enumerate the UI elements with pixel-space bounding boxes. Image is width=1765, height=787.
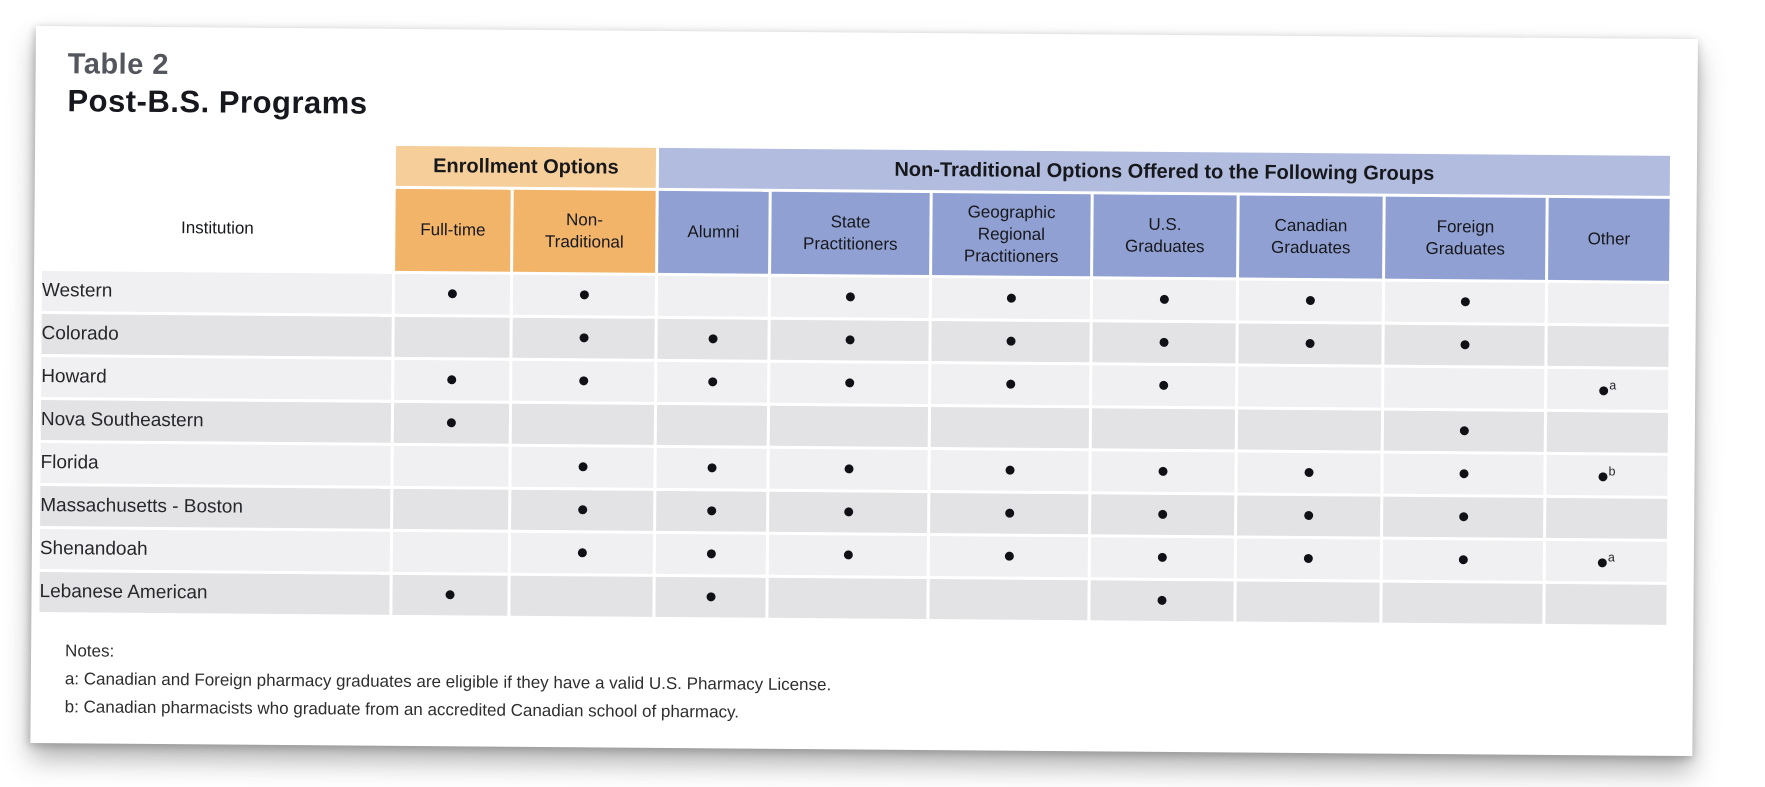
institution-cell: Howard — [41, 357, 391, 400]
option-cell — [931, 321, 1089, 362]
option-cell — [1091, 537, 1234, 578]
bullet-dot — [844, 508, 853, 517]
bullet-dot — [708, 378, 717, 387]
option-cell — [1092, 408, 1235, 449]
note-b: b: Canadian pharmacists who graduate from an accredited Canadian school of pharmacy. — [64, 697, 740, 722]
column-header-us-graduates: U.S. Graduates — [1093, 194, 1237, 277]
option-cell — [932, 278, 1090, 319]
bullet-dot — [1598, 473, 1607, 482]
option-cell — [1383, 497, 1543, 538]
group-header-enrollment-options: Enrollment Options — [396, 146, 656, 188]
option-cell — [512, 318, 654, 359]
bullet-dot — [447, 419, 456, 428]
option-cell — [656, 448, 766, 489]
option-cell — [1091, 494, 1234, 535]
option-cell — [1548, 283, 1669, 324]
column-header-canadian-graduates: Canadian Graduates — [1239, 195, 1383, 278]
bullet-dot — [1460, 340, 1469, 349]
column-header-full-time: Full-time — [395, 189, 511, 272]
option-cell — [510, 576, 652, 617]
option-cell — [655, 577, 765, 618]
bullet-dot — [707, 507, 716, 516]
bullet-dot — [1304, 554, 1313, 563]
bullet-dot — [1006, 294, 1015, 303]
option-cell — [930, 450, 1088, 491]
group-header-spacer — [43, 143, 393, 186]
bullet-dot — [845, 293, 854, 302]
bullet-dot — [1160, 295, 1169, 304]
bullet-dot — [706, 593, 715, 602]
bullet-dot — [1159, 381, 1168, 390]
option-cell — [392, 575, 507, 616]
bullet-dot — [447, 376, 456, 385]
institution-cell: Western — [42, 271, 392, 314]
option-cell — [1239, 280, 1382, 321]
option-cell — [511, 533, 653, 574]
institution-cell: Massachusetts - Boston — [40, 486, 390, 529]
option-cell — [1382, 583, 1542, 624]
option-cell — [657, 405, 767, 446]
option-cell — [1236, 581, 1379, 622]
option-cell — [657, 362, 767, 403]
bullet-dot — [706, 550, 715, 559]
option-cell — [769, 492, 927, 533]
option-cell — [770, 363, 928, 404]
post-bs-programs-table — [36, 140, 1673, 628]
bullet-dot — [1304, 468, 1313, 477]
notes-block — [65, 637, 1694, 734]
option-cell — [1546, 498, 1667, 539]
option-cell — [656, 534, 766, 575]
option-cell — [395, 274, 510, 315]
option-cell — [1092, 322, 1235, 363]
bullet-dot — [708, 335, 717, 344]
bullet-dot — [844, 465, 853, 474]
column-header-row — [42, 186, 1670, 281]
option-cell — [1384, 411, 1544, 452]
option-cell — [393, 446, 508, 487]
bullet-dot — [1005, 509, 1014, 518]
option-cell — [1384, 368, 1544, 409]
option-cell — [931, 407, 1089, 448]
option-cell — [512, 404, 654, 445]
institution-cell: Shenandoah — [40, 529, 390, 572]
option-cell — [930, 493, 1088, 534]
option-cell — [1546, 455, 1667, 496]
bullet-dot — [1160, 338, 1169, 347]
option-cell — [1545, 584, 1666, 625]
option-cell — [1547, 412, 1668, 453]
option-cell — [770, 320, 928, 361]
bullet-dot — [1157, 596, 1166, 605]
option-cell — [511, 447, 653, 488]
bullet-dot — [448, 290, 457, 299]
option-cell — [658, 276, 768, 317]
option-cell — [1092, 365, 1235, 406]
option-cell — [1546, 541, 1667, 582]
bullet-dot — [1459, 512, 1468, 521]
bullet-dot — [707, 464, 716, 473]
note-superscript: a — [1609, 378, 1617, 393]
option-cell — [1238, 409, 1381, 450]
bullet-dot — [446, 590, 455, 599]
bullet-dot — [845, 336, 854, 345]
institution-cell: Florida — [40, 443, 390, 486]
bullet-dot — [1158, 553, 1167, 562]
bullet-dot — [1306, 339, 1315, 348]
column-header-state-practitioners: State Practitioners — [771, 192, 930, 275]
option-cell — [656, 491, 766, 532]
option-cell — [1384, 325, 1544, 366]
option-cell — [394, 403, 509, 444]
option-cell — [1093, 279, 1236, 320]
column-header-institution: Institution — [42, 186, 393, 271]
bullet-dot — [579, 334, 588, 343]
bullet-dot — [1460, 297, 1469, 306]
option-cell — [929, 579, 1087, 620]
note-superscript: b — [1608, 464, 1616, 479]
bullet-dot — [1158, 467, 1167, 476]
bullet-dot — [1458, 555, 1467, 564]
title-block — [67, 46, 1698, 133]
bullet-dot — [1459, 426, 1468, 435]
option-cell — [1237, 495, 1380, 536]
bullet-dot — [1004, 552, 1013, 561]
note-superscript: a — [1607, 550, 1615, 565]
column-header-alumni: Alumni — [658, 191, 769, 274]
bullet-dot — [578, 463, 587, 472]
table-number: Table 2 — [67, 48, 170, 82]
column-header-geographic-regional-practitioners: Geographic Regional Practitioners — [932, 193, 1091, 276]
option-cell — [1547, 369, 1668, 410]
option-cell — [930, 536, 1088, 577]
option-cell — [511, 490, 653, 531]
table-row — [39, 572, 1666, 625]
option-cell — [1091, 451, 1234, 492]
institution-cell: Lebanese American — [39, 572, 389, 615]
group-header-nontraditional-options: Non-Traditional Options Offered to the Following Groups — [659, 148, 1670, 196]
bullet-dot — [578, 506, 587, 515]
institution-cell: Colorado — [41, 314, 391, 357]
table-title: Post-B.S. Programs — [67, 83, 368, 121]
option-cell — [1383, 540, 1543, 581]
option-cell — [1547, 326, 1668, 367]
option-cell — [1238, 323, 1381, 364]
bullet-dot — [1599, 387, 1608, 396]
bullet-dot — [579, 291, 588, 300]
note-a: a: Canadian and Foreign pharmacy graduates are eligible if they have a valid U.S. Pharmacy License. — [64, 669, 832, 695]
option-cell — [394, 317, 509, 358]
bullet-dot — [1459, 469, 1468, 478]
notes-heading: Notes: — [65, 641, 115, 661]
bullet-dot — [1158, 510, 1167, 519]
option-cell — [1385, 282, 1545, 323]
bullet-dot — [1006, 337, 1015, 346]
option-cell — [1090, 580, 1233, 621]
option-cell — [1238, 366, 1381, 407]
bullet-dot — [845, 379, 854, 388]
option-cell — [771, 277, 929, 318]
option-cell — [394, 360, 509, 401]
bullet-dot — [843, 551, 852, 560]
bullet-dot — [1598, 559, 1607, 568]
option-cell — [1383, 454, 1543, 495]
bullet-dot — [1005, 466, 1014, 475]
option-cell — [1237, 538, 1380, 579]
column-header-other: Other — [1548, 198, 1670, 281]
institution-cell: Nova Southeastern — [41, 400, 391, 443]
option-cell — [393, 532, 508, 573]
option-cell — [770, 406, 928, 447]
bullet-dot — [1306, 296, 1315, 305]
column-header-foreign-graduates: Foreign Graduates — [1385, 197, 1546, 280]
option-cell — [769, 449, 927, 490]
bullet-dot — [579, 377, 588, 386]
option-cell — [657, 319, 767, 360]
column-header-non-traditional: Non- Traditional — [513, 190, 656, 273]
option-cell — [768, 578, 926, 619]
bullet-dot — [577, 549, 586, 558]
bullet-dot — [1006, 380, 1015, 389]
option-cell — [931, 364, 1089, 405]
option-cell — [512, 361, 654, 402]
option-cell — [393, 489, 508, 530]
option-cell — [769, 535, 927, 576]
option-cell — [1237, 452, 1380, 493]
table-body — [39, 271, 1669, 625]
option-cell — [513, 275, 655, 316]
document-card — [30, 26, 1698, 756]
bullet-dot — [1304, 511, 1313, 520]
